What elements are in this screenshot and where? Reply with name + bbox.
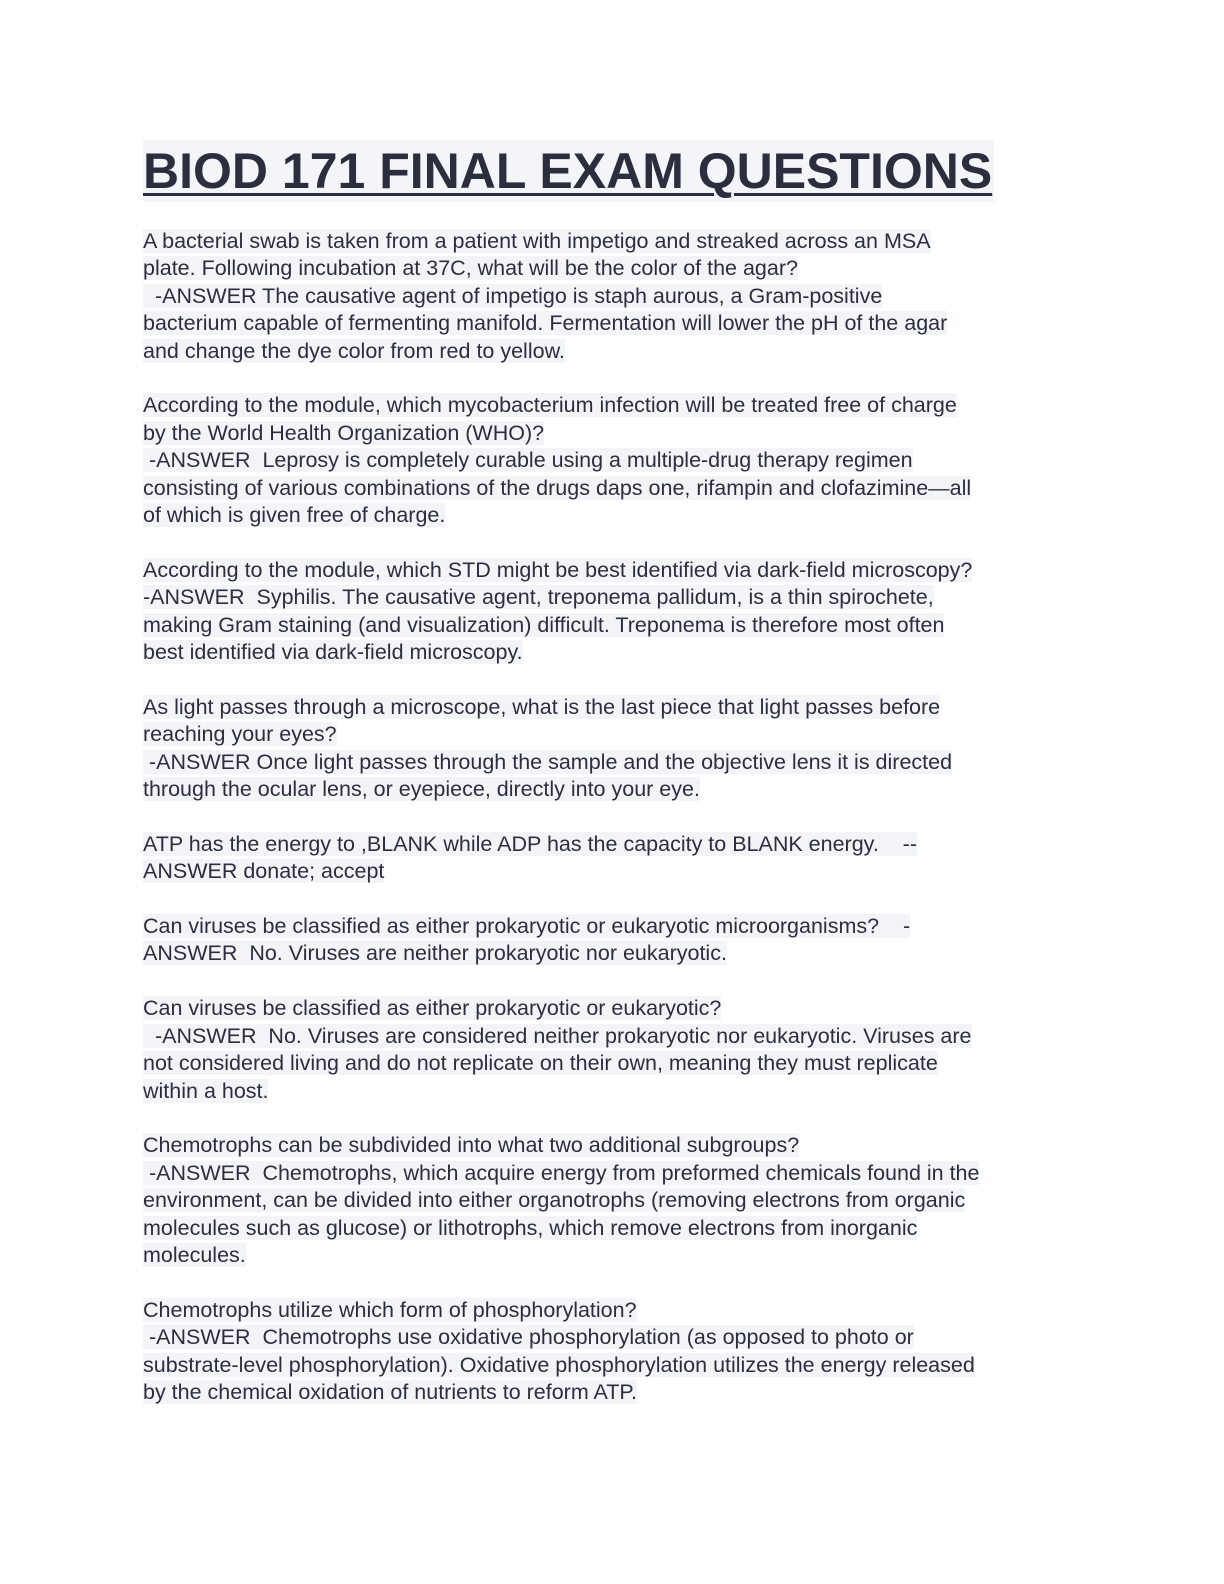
qa-line: substrate-level phosphorylation). Oxidative phosphorylation utilizes the energy released bbox=[143, 1352, 975, 1377]
qa-line: molecules such as glucose) or lithotrophs, which remove electrons from inorganic bbox=[143, 1215, 918, 1240]
qa-line: Chemotrophs can be subdivided into what two additional subgroups? bbox=[143, 1133, 800, 1158]
qa-line: According to the module, which STD might be best identified via dark-field microscopy? bbox=[143, 557, 973, 582]
qa-line: not considered living and do not replicate on their own, meaning they must replicate bbox=[143, 1051, 938, 1076]
qa-line: making Gram staining (and visualization) difficult. Treponema is therefore most often bbox=[143, 612, 945, 637]
qa-item bbox=[143, 831, 1083, 886]
qa-line: through the ocular lens, or eyepiece, directly into your eye. bbox=[143, 777, 700, 802]
qa-item bbox=[143, 694, 1083, 804]
qa-line: of which is given free of charge. bbox=[143, 503, 446, 528]
qa-item bbox=[143, 995, 1083, 1105]
qa-line: -ANSWER Leprosy is completely curable using a multiple-drug therapy regimen bbox=[143, 448, 913, 473]
qa-line: -ANSWER Chemotrophs use oxidative phosphorylation (as opposed to photo or bbox=[143, 1325, 914, 1350]
qa-line: reaching your eyes? bbox=[143, 722, 337, 747]
qa-item bbox=[143, 1132, 1083, 1269]
qa-line: -ANSWER Chemotrophs, which acquire energy from preformed chemicals found in the bbox=[143, 1160, 980, 1185]
qa-line: A bacterial swab is taken from a patient with impetigo and streaked across an MSA bbox=[143, 229, 931, 253]
qa-line: within a host. bbox=[143, 1078, 269, 1103]
qa-item bbox=[143, 557, 1083, 667]
qa-line: plate. Following incubation at 37C, what will be the color of the agar? bbox=[143, 256, 798, 281]
document-page bbox=[143, 140, 1083, 1434]
qa-line: Chemotrophs utilize which form of phosphorylation? bbox=[143, 1297, 637, 1322]
qa-item bbox=[143, 392, 1083, 529]
qa-line: According to the module, which mycobacterium infection will be treated free of charge bbox=[143, 393, 957, 418]
qa-item bbox=[143, 228, 1083, 365]
qa-line: Can viruses be classified as either prokaryotic or eukaryotic microorganisms? - bbox=[143, 914, 911, 939]
qa-line: and change the dye color from red to yellow. bbox=[143, 338, 565, 363]
qa-line: -ANSWER The causative agent of impetigo is staph aurous, a Gram-positive bbox=[143, 283, 883, 308]
qa-item bbox=[143, 913, 1083, 968]
qa-line: consisting of various combinations of the drugs daps one, rifampin and clofazimine—all bbox=[143, 475, 972, 500]
qa-line: molecules. bbox=[143, 1242, 246, 1267]
qa-list bbox=[143, 228, 1083, 1406]
qa-line: As light passes through a microscope, what is the last piece that light passes before bbox=[143, 694, 941, 719]
qa-line: environment, can be divided into either organotrophs (removing electrons from organic bbox=[143, 1188, 966, 1213]
qa-line: ATP has the energy to ,BLANK while ADP has the capacity to BLANK energy. -- bbox=[143, 831, 917, 856]
qa-line: ANSWER donate; accept bbox=[143, 859, 385, 884]
qa-item bbox=[143, 1297, 1083, 1407]
qa-line: by the World Health Organization (WHO)? bbox=[143, 420, 545, 445]
qa-line: -ANSWER Once light passes through the sample and the objective lens it is directed bbox=[143, 749, 953, 774]
qa-line: Can viruses be classified as either prokaryotic or eukaryotic? bbox=[143, 996, 722, 1021]
qa-line: -ANSWER No. Viruses are considered neither prokaryotic nor eukaryotic. Viruses are bbox=[143, 1023, 972, 1048]
document-title: BIOD 171 FINAL EXAM QUESTIONS bbox=[143, 140, 994, 202]
qa-line: ANSWER No. Viruses are neither prokaryotic nor eukaryotic. bbox=[143, 941, 727, 966]
qa-line: -ANSWER Syphilis. The causative agent, treponema pallidum, is a thin spirochete, bbox=[143, 585, 934, 610]
qa-line: bacterium capable of fermenting manifold. Fermentation will lower the pH of the agar bbox=[143, 311, 948, 336]
qa-line: best identified via dark-field microscopy. bbox=[143, 640, 523, 665]
qa-line: by the chemical oxidation of nutrients to reform ATP. bbox=[143, 1379, 637, 1404]
